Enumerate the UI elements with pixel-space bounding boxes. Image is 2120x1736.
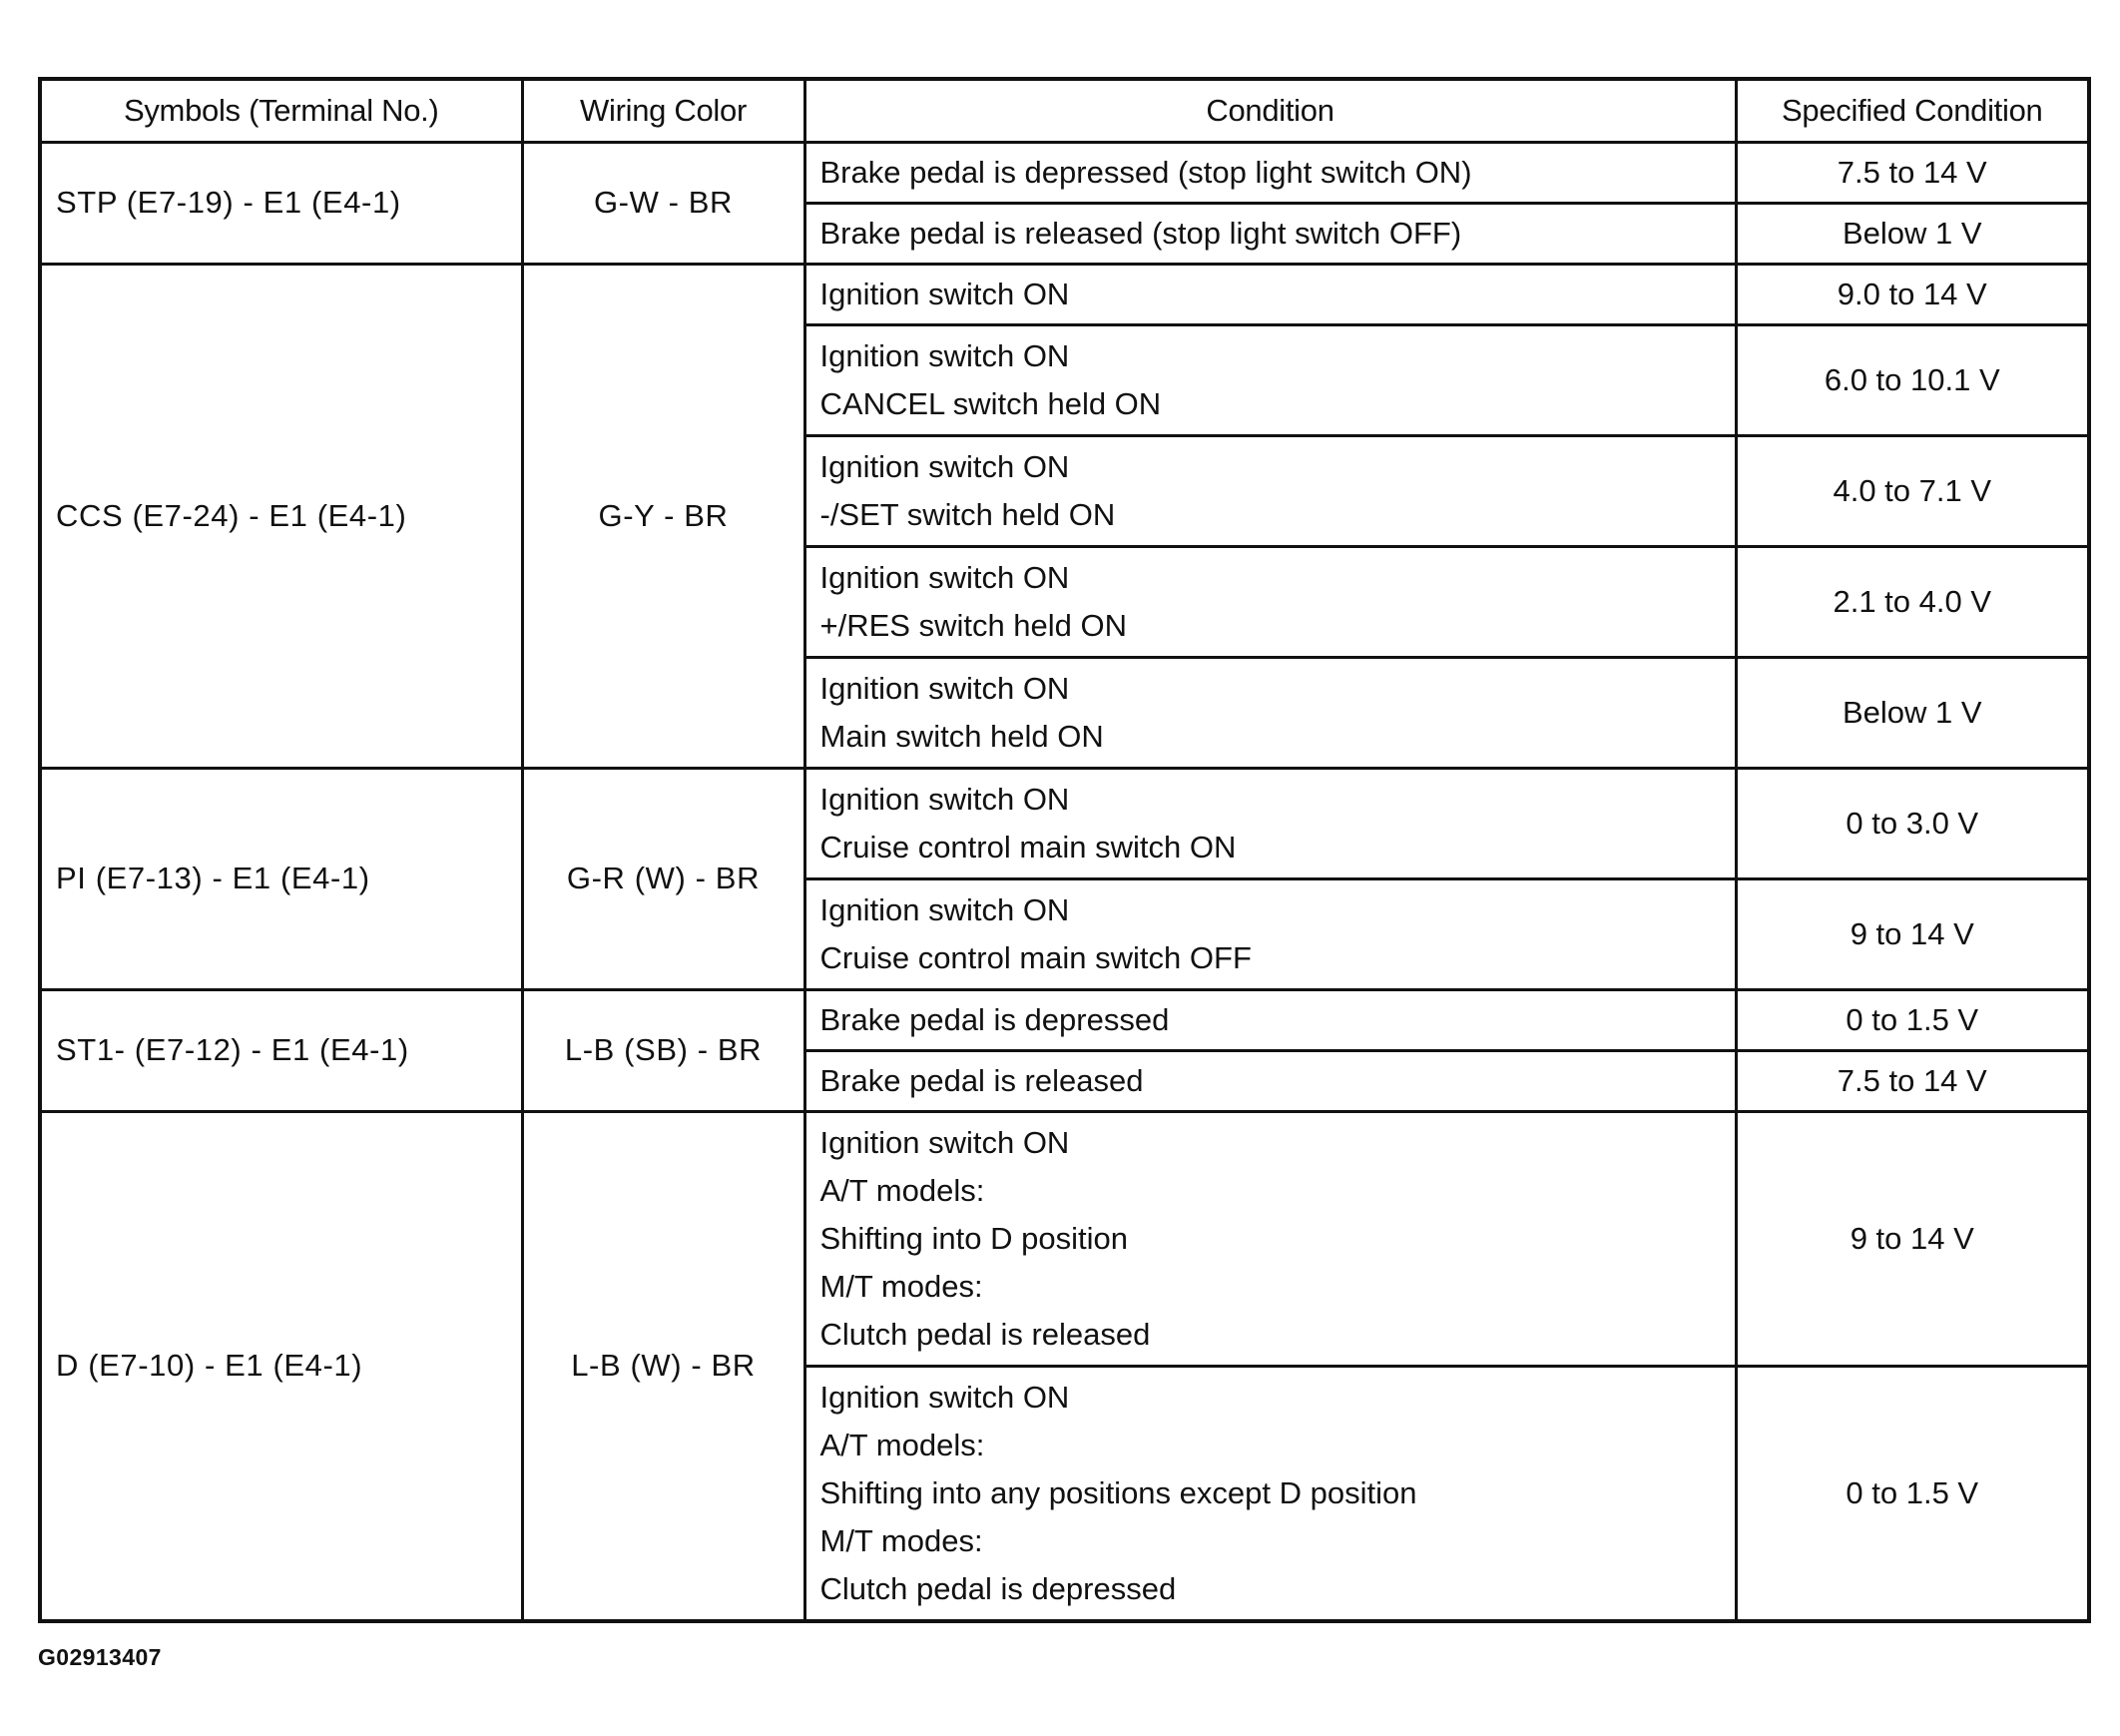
condition-line: Ignition switch ON [819, 1124, 1070, 1160]
specified-condition-cell: 6.0 to 10.1 V [1736, 324, 2089, 435]
wiring-color-cell: L-B (SB) - BR [522, 989, 804, 1111]
condition-cell [804, 1111, 1736, 1366]
condition-cell [804, 1366, 1736, 1621]
condition-cell [804, 546, 1736, 657]
condition-line: Shifting into any positions except D position [819, 1474, 1417, 1510]
terminal-symbol-cell: ST1- (E7-12) - E1 (E4-1) [40, 989, 522, 1111]
condition-cell [804, 657, 1736, 768]
table-body [40, 142, 2089, 1621]
condition-line: Ignition switch ON [819, 448, 1070, 484]
terminal-symbol-cell: D (E7-10) - E1 (E4-1) [40, 1111, 522, 1621]
condition-line: Brake pedal is depressed (stop light switch ON) [819, 154, 1472, 190]
header-row [40, 79, 2089, 142]
header-symbols: Symbols (Terminal No.) [40, 79, 522, 142]
header-condition: Condition [804, 79, 1736, 142]
figure-id: G02913407 [38, 1644, 162, 1670]
header-specified-condition: Specified Condition [1736, 79, 2089, 142]
specified-condition-cell: Below 1 V [1736, 657, 2089, 768]
condition-line: Clutch pedal is released [819, 1316, 1151, 1352]
terminal-symbol-cell: STP (E7-19) - E1 (E4-1) [40, 142, 522, 264]
specified-condition-cell: Below 1 V [1736, 203, 2089, 264]
condition-line: Brake pedal is depressed [819, 1001, 1170, 1037]
condition-cell [804, 264, 1736, 324]
condition-line: M/T modes: [819, 1522, 983, 1558]
condition-line: Brake pedal is released [819, 1062, 1144, 1098]
condition-line: Clutch pedal is depressed [819, 1570, 1177, 1606]
terminal-voltage-table [38, 77, 2091, 1623]
condition-line: A/T models: [819, 1427, 985, 1462]
condition-cell [804, 1050, 1736, 1111]
condition-line: +/RES switch held ON [819, 607, 1128, 643]
specified-condition-cell: 9 to 14 V [1736, 878, 2089, 989]
condition-line: M/T modes: [819, 1268, 983, 1304]
table-row [40, 142, 2089, 203]
condition-line: Ignition switch ON [819, 891, 1070, 927]
specified-condition-cell: 9.0 to 14 V [1736, 264, 2089, 324]
condition-line: Ignition switch ON [819, 781, 1070, 817]
condition-cell [804, 203, 1736, 264]
condition-line: Ignition switch ON [819, 559, 1070, 595]
condition-line: Main switch held ON [819, 718, 1104, 754]
condition-line: Ignition switch ON [819, 670, 1070, 706]
condition-cell [804, 768, 1736, 878]
condition-line: Shifting into D position [819, 1220, 1128, 1256]
specified-condition-cell: 0 to 1.5 V [1736, 989, 2089, 1050]
condition-line: -/SET switch held ON [819, 496, 1116, 532]
condition-cell [804, 324, 1736, 435]
table-row [40, 989, 2089, 1050]
condition-line: Ignition switch ON [819, 337, 1070, 373]
condition-line: Cruise control main switch ON [819, 829, 1237, 865]
specified-condition-cell: 0 to 1.5 V [1736, 1366, 2089, 1621]
condition-line: Ignition switch ON [819, 276, 1070, 311]
terminal-symbol-cell: PI (E7-13) - E1 (E4-1) [40, 768, 522, 989]
wiring-color-cell: L-B (W) - BR [522, 1111, 804, 1621]
condition-line: Brake pedal is released (stop light switch OFF) [819, 215, 1462, 251]
table-row [40, 264, 2089, 324]
wiring-color-cell: G-R (W) - BR [522, 768, 804, 989]
condition-cell [804, 989, 1736, 1050]
condition-line: A/T models: [819, 1172, 985, 1208]
condition-cell [804, 878, 1736, 989]
wiring-color-cell: G-W - BR [522, 142, 804, 264]
specified-condition-cell: 0 to 3.0 V [1736, 768, 2089, 878]
wiring-color-cell: G-Y - BR [522, 264, 804, 768]
specified-condition-cell: 4.0 to 7.1 V [1736, 435, 2089, 546]
condition-line: Cruise control main switch OFF [819, 939, 1252, 975]
specified-condition-cell: 7.5 to 14 V [1736, 142, 2089, 203]
condition-line: CANCEL switch held ON [819, 385, 1162, 421]
specified-condition-cell: 7.5 to 14 V [1736, 1050, 2089, 1111]
table-row [40, 1111, 2089, 1366]
terminal-symbol-cell: CCS (E7-24) - E1 (E4-1) [40, 264, 522, 768]
header-wiring-color: Wiring Color [522, 79, 804, 142]
table-row [40, 768, 2089, 878]
condition-line: Ignition switch ON [819, 1379, 1070, 1415]
condition-cell [804, 435, 1736, 546]
condition-cell [804, 142, 1736, 203]
specified-condition-cell: 9 to 14 V [1736, 1111, 2089, 1366]
specified-condition-cell: 2.1 to 4.0 V [1736, 546, 2089, 657]
